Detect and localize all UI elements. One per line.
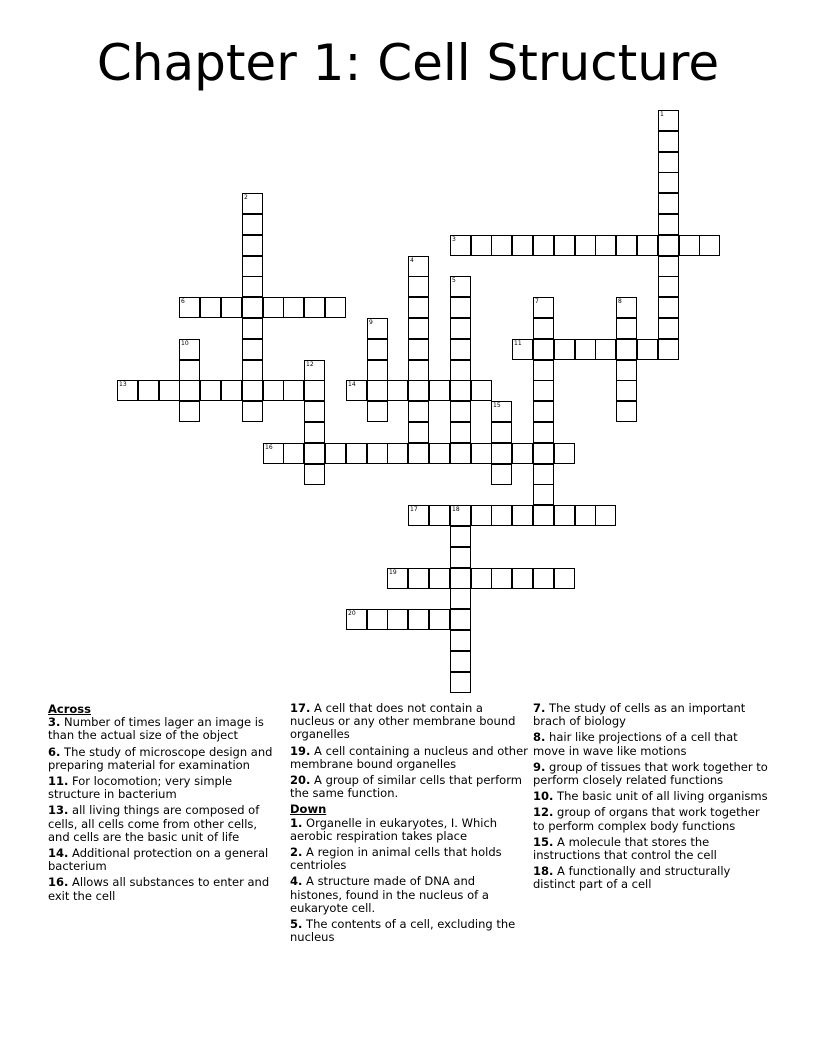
grid-cell[interactable]: [533, 443, 554, 464]
grid-cell[interactable]: [491, 464, 512, 485]
clue-number: 7: [535, 298, 539, 305]
grid-cell[interactable]: [616, 235, 637, 256]
clue-number: 2: [244, 194, 248, 201]
grid-cell[interactable]: [658, 172, 679, 193]
grid-cell[interactable]: [408, 568, 429, 589]
grid-cell[interactable]: [429, 380, 450, 401]
grid-cell[interactable]: [242, 339, 263, 360]
grid-cell[interactable]: [512, 568, 533, 589]
grid-cell[interactable]: [533, 422, 554, 443]
grid-cell[interactable]: [242, 256, 263, 277]
grid-cell[interactable]: [450, 526, 471, 547]
grid-cell[interactable]: [658, 318, 679, 339]
grid-cell[interactable]: [242, 193, 263, 214]
grid-cell[interactable]: [450, 297, 471, 318]
grid-cell[interactable]: [367, 380, 388, 401]
grid-cell[interactable]: [533, 464, 554, 485]
grid-cell[interactable]: [595, 505, 616, 526]
clue-down-10: 10. The basic unit of all living organisms: [533, 789, 768, 804]
clue-down-2: 2. A region in animal cells that holds centrioles: [290, 845, 502, 873]
clue-number: 17: [410, 506, 418, 513]
clue-down-12: 12. group of organs that work together to perform complex body functions: [533, 805, 760, 833]
clue-number: 3: [452, 236, 456, 243]
grid-cell[interactable]: [450, 422, 471, 443]
grid-cell[interactable]: [387, 609, 408, 630]
grid-cell[interactable]: [533, 339, 554, 360]
grid-cell[interactable]: [450, 547, 471, 568]
grid-cell[interactable]: [179, 401, 200, 422]
grid-cell[interactable]: [408, 380, 429, 401]
grid-cell[interactable]: [367, 401, 388, 422]
grid-cell[interactable]: [471, 380, 492, 401]
clue-across-19: 19. A cell containing a nucleus and other membrane bound organelles: [290, 743, 528, 771]
clue-down-9: 9. group of tissues that work together to perform closely related functions: [533, 759, 768, 788]
grid-cell[interactable]: [408, 360, 429, 381]
grid-cell[interactable]: [450, 609, 471, 630]
grid-cell[interactable]: [138, 380, 159, 401]
grid-cell[interactable]: [408, 609, 429, 630]
clue-number: 19: [389, 569, 397, 576]
grid-cell[interactable]: [304, 401, 325, 422]
grid-cell[interactable]: [200, 297, 221, 318]
clue-number: 9: [369, 319, 373, 326]
grid-cell[interactable]: [575, 339, 596, 360]
grid-cell[interactable]: [471, 235, 492, 256]
grid-cell[interactable]: [304, 443, 325, 464]
grid-cell[interactable]: [658, 152, 679, 173]
grid-cell[interactable]: [179, 339, 200, 360]
grid-cell[interactable]: [450, 318, 471, 339]
clue-number: 15: [493, 402, 501, 409]
clue-across-3: 3. Number of times lager an image is than the actual size of the object: [48, 715, 264, 743]
grid-cell[interactable]: [554, 235, 575, 256]
grid-cell[interactable]: [242, 235, 263, 256]
grid-cell[interactable]: [679, 235, 700, 256]
clue-across-14: 14. Additional protection on a general bacterium: [48, 846, 269, 874]
grid-cell[interactable]: [512, 505, 533, 526]
grid-cell[interactable]: [221, 297, 242, 318]
grid-cell[interactable]: [491, 505, 512, 526]
clues-column-1: [48, 702, 280, 906]
grid-cell[interactable]: [554, 568, 575, 589]
grid-cell[interactable]: [408, 256, 429, 277]
grid-cell[interactable]: [408, 422, 429, 443]
grid-cell[interactable]: [367, 609, 388, 630]
clue-number: 11: [514, 340, 522, 347]
grid-cell[interactable]: [242, 297, 263, 318]
grid-cell[interactable]: [450, 235, 471, 256]
grid-cell[interactable]: [263, 443, 284, 464]
grid-cell[interactable]: [658, 214, 679, 235]
grid-cell[interactable]: [512, 339, 533, 360]
grid-cell[interactable]: [533, 297, 554, 318]
grid-cell[interactable]: [450, 505, 471, 526]
grid-cell[interactable]: [242, 318, 263, 339]
clue-down-18: 18. A functionally and structurally distinct part of a cell: [533, 864, 731, 892]
grid-cell[interactable]: [554, 339, 575, 360]
clue-number: 4: [410, 257, 414, 264]
grid-cell[interactable]: [491, 401, 512, 422]
grid-cell[interactable]: [221, 380, 242, 401]
grid-cell[interactable]: [408, 318, 429, 339]
grid-cell[interactable]: [408, 339, 429, 360]
grid-cell[interactable]: [387, 568, 408, 589]
grid-cell[interactable]: [658, 339, 679, 360]
grid-cell[interactable]: [200, 380, 221, 401]
grid-cell[interactable]: [325, 443, 346, 464]
clue-across-16: 16. Allows all substances to enter and exit the cell: [48, 875, 270, 903]
grid-cell[interactable]: [491, 568, 512, 589]
grid-cell[interactable]: [450, 588, 471, 609]
grid-cell[interactable]: [367, 318, 388, 339]
grid-cell[interactable]: [595, 339, 616, 360]
clue-number: 14: [348, 381, 356, 388]
grid-cell[interactable]: [408, 297, 429, 318]
clue-number: 16: [265, 444, 273, 451]
grid-cell[interactable]: [616, 318, 637, 339]
grid-cell[interactable]: [533, 380, 554, 401]
grid-cell[interactable]: [637, 339, 658, 360]
clue-across-13: 13. all living things are composed of cells, all cells come from other cells, and cells are the basic unit of life: [48, 803, 260, 844]
grid-cell[interactable]: [699, 235, 720, 256]
grid-cell[interactable]: [283, 443, 304, 464]
grid-cell[interactable]: [159, 380, 180, 401]
clue-down-5: 5. The contents of a cell, excluding the nucleus: [290, 917, 516, 945]
grid-cell[interactable]: [263, 297, 284, 318]
clue-down-4: 4. A structure made of DNA and histones, found in the nucleus of a eukaryote cell.: [290, 874, 489, 915]
clues-column-2: [290, 702, 528, 947]
grid-cell[interactable]: [658, 256, 679, 277]
grid-cell[interactable]: [408, 443, 429, 464]
grid-cell[interactable]: [450, 276, 471, 297]
clue-number: 8: [618, 298, 622, 305]
grid-cell[interactable]: [533, 318, 554, 339]
grid-cell[interactable]: [491, 443, 512, 464]
grid-cell[interactable]: [554, 443, 575, 464]
grid-cell[interactable]: [533, 360, 554, 381]
grid-cell[interactable]: [242, 401, 263, 422]
clue-number: 13: [119, 381, 127, 388]
grid-cell[interactable]: [450, 360, 471, 381]
grid-cell[interactable]: [575, 505, 596, 526]
clue-number: 5: [452, 277, 456, 284]
grid-cell[interactable]: [283, 380, 304, 401]
grid-cell[interactable]: [658, 110, 679, 131]
grid-cell[interactable]: [658, 276, 679, 297]
grid-cell[interactable]: [179, 297, 200, 318]
grid-cell[interactable]: [408, 276, 429, 297]
clue-number: 12: [306, 361, 314, 368]
down-heading: Down: [290, 802, 327, 817]
grid-cell[interactable]: [533, 505, 554, 526]
clue-down-7: 7. The study of cells as an important brach of biology: [533, 701, 746, 729]
grid-cell[interactable]: [450, 568, 471, 589]
clue-across-17: 17. A cell that does not contain a nucleus or any other membrane bound organelles: [290, 701, 516, 742]
grid-cell[interactable]: [387, 380, 408, 401]
grid-cell[interactable]: [408, 401, 429, 422]
clue-across-11: 11. For locomotion; very simple structure in bacterium: [48, 774, 233, 802]
grid-cell[interactable]: [658, 297, 679, 318]
grid-cell[interactable]: [242, 276, 263, 297]
grid-cell[interactable]: [450, 401, 471, 422]
clue-down-8: 8. hair like projections of a cell that move in wave like motions: [533, 730, 738, 758]
grid-cell[interactable]: [367, 360, 388, 381]
clue-number: 1: [660, 111, 664, 118]
grid-cell[interactable]: [304, 422, 325, 443]
clue-across-20: 20. A group of similar cells that perform the same function.: [290, 773, 522, 801]
clue-number: 20: [348, 610, 356, 617]
grid-cell[interactable]: [533, 568, 554, 589]
grid-cell[interactable]: [471, 568, 492, 589]
grid-cell[interactable]: [616, 380, 637, 401]
grid-cell[interactable]: [658, 193, 679, 214]
grid-cell[interactable]: [304, 297, 325, 318]
grid-cell[interactable]: [387, 443, 408, 464]
grid-cell[interactable]: [616, 339, 637, 360]
grid-cell[interactable]: [512, 443, 533, 464]
grid-cell[interactable]: [408, 505, 429, 526]
grid-cell[interactable]: [575, 235, 596, 256]
grid-cell[interactable]: [242, 214, 263, 235]
grid-cell[interactable]: [429, 443, 450, 464]
grid-cell[interactable]: [471, 443, 492, 464]
grid-cell[interactable]: [491, 235, 512, 256]
grid-cell[interactable]: [637, 235, 658, 256]
grid-cell[interactable]: [242, 380, 263, 401]
grid-cell[interactable]: [512, 235, 533, 256]
grid-cell[interactable]: [450, 380, 471, 401]
clue-number: 10: [181, 340, 189, 347]
grid-cell[interactable]: [533, 401, 554, 422]
grid-cell[interactable]: [450, 339, 471, 360]
grid-cell[interactable]: [367, 443, 388, 464]
grid-cell[interactable]: [450, 651, 471, 672]
grid-cell[interactable]: [533, 235, 554, 256]
clue-number: 6: [181, 298, 185, 305]
grid-cell[interactable]: [429, 568, 450, 589]
grid-cell[interactable]: [263, 380, 284, 401]
grid-cell[interactable]: [429, 609, 450, 630]
grid-cell[interactable]: [117, 380, 138, 401]
grid-cell[interactable]: [346, 609, 367, 630]
clue-across-6: 6. The study of microscope design and preparing material for examination: [48, 744, 273, 772]
grid-cell[interactable]: [450, 672, 471, 693]
grid-cell[interactable]: [242, 360, 263, 381]
grid-cell[interactable]: [325, 297, 346, 318]
clue-down-15: 15. A molecule that stores the instructions that control the cell: [533, 834, 717, 863]
grid-cell[interactable]: [491, 422, 512, 443]
grid-cell[interactable]: [471, 505, 492, 526]
grid-cell[interactable]: [616, 401, 637, 422]
grid-cell[interactable]: [616, 297, 637, 318]
grid-cell[interactable]: [658, 131, 679, 152]
grid-cell[interactable]: [595, 235, 616, 256]
grid-cell[interactable]: [179, 380, 200, 401]
puzzle-title: Chapter 1: Cell Structure: [96, 34, 720, 92]
clue-down-1: 1. Organelle in eukaryotes, I. Which aerobic respiration takes place: [290, 815, 498, 843]
grid-cell[interactable]: [367, 339, 388, 360]
grid-cell[interactable]: [304, 464, 325, 485]
grid-cell[interactable]: [554, 505, 575, 526]
grid-cell[interactable]: [533, 484, 554, 505]
grid-cell[interactable]: [346, 443, 367, 464]
clues-column-3: [533, 702, 769, 895]
grid-cell[interactable]: [346, 380, 367, 401]
grid-cell[interactable]: [304, 380, 325, 401]
grid-cell[interactable]: [450, 630, 471, 651]
clue-number: 18: [452, 506, 460, 513]
grid-cell[interactable]: [179, 360, 200, 381]
grid-cell[interactable]: [450, 443, 471, 464]
grid-cell[interactable]: [658, 235, 679, 256]
grid-cell[interactable]: [283, 297, 304, 318]
across-heading: Across: [48, 702, 91, 716]
grid-cell[interactable]: [429, 505, 450, 526]
grid-cell[interactable]: [304, 360, 325, 381]
grid-cell[interactable]: [616, 360, 637, 381]
